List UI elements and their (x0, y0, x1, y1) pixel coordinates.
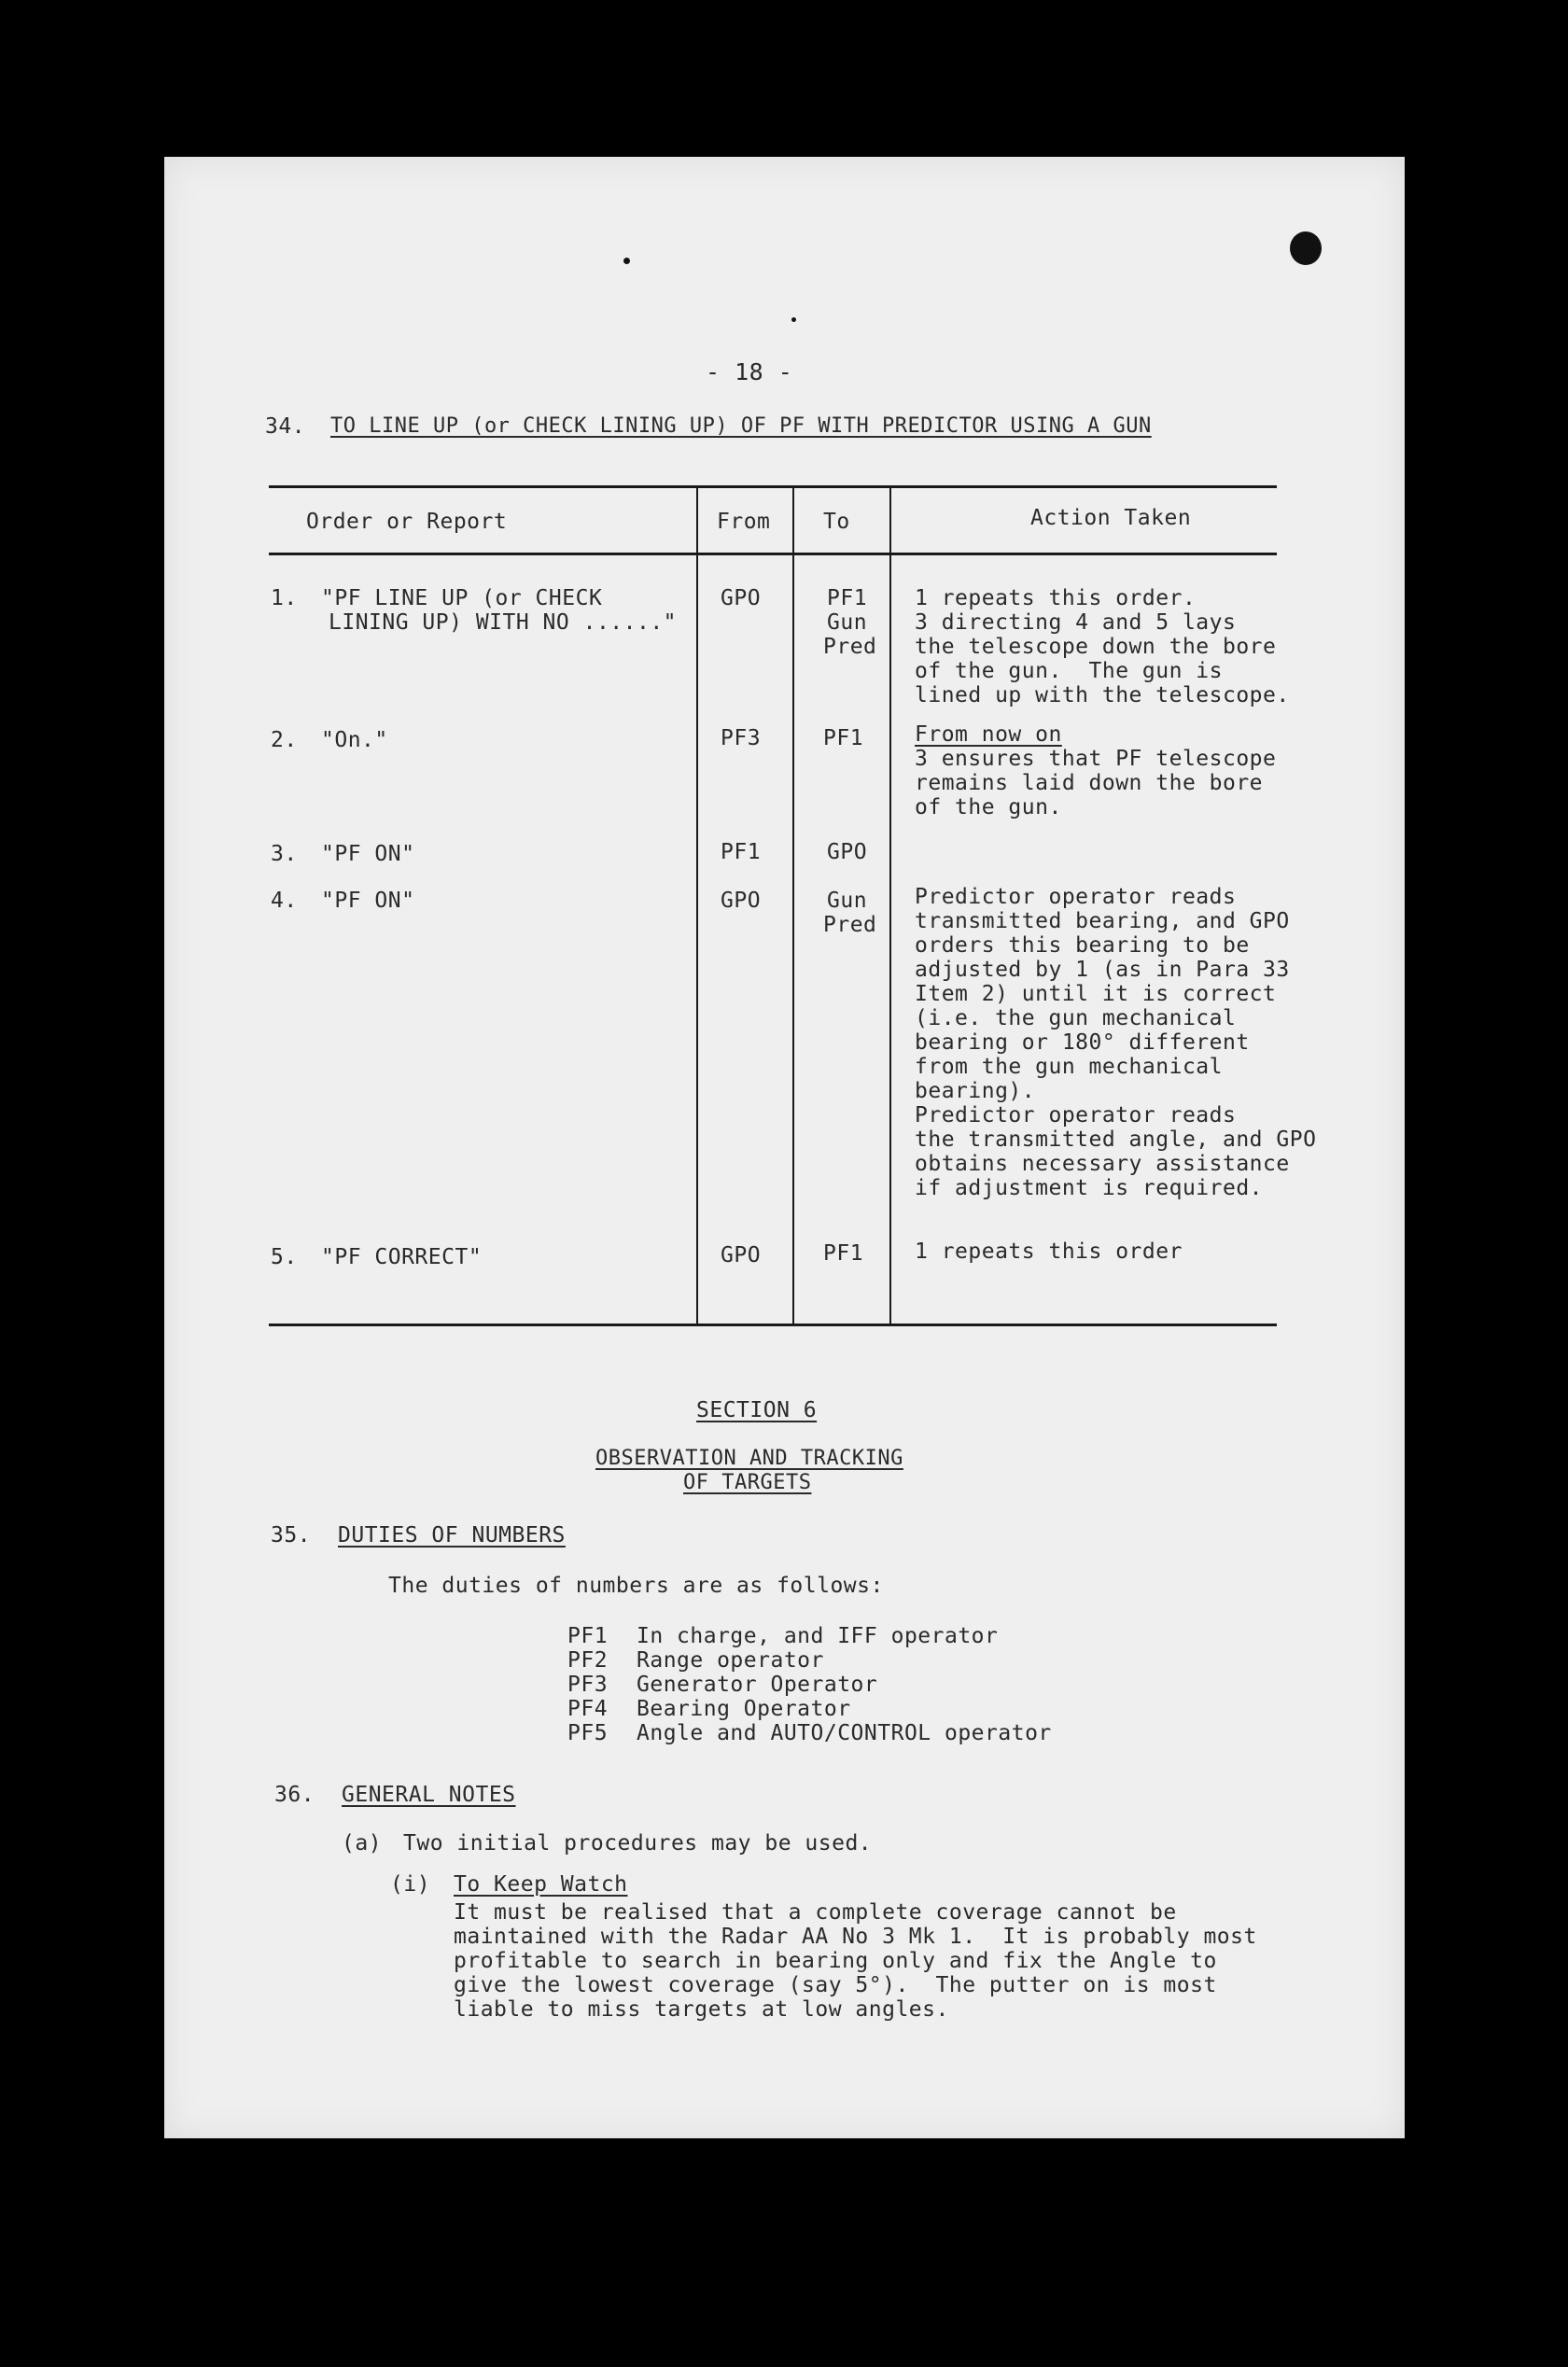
to-text: PF1 (823, 1241, 864, 1266)
page-number: - 18 - (706, 358, 793, 385)
from-text: GPO (721, 889, 762, 913)
action-text: Item 2) until it is correct (915, 982, 1277, 1006)
duty-text: Range operator (637, 1648, 824, 1673)
duty-code: PF2 (567, 1648, 609, 1673)
order-text: "PF ON" (321, 842, 415, 866)
subpara-i-label: (i) (390, 1872, 431, 1897)
para-36-heading: GENERAL NOTES (342, 1783, 516, 1807)
order-text: "PF ON" (321, 889, 415, 913)
column-header-to: To (823, 510, 850, 534)
action-text: transmitted bearing, and GPO (915, 909, 1290, 933)
section-subtitle: OF TARGETS (683, 1471, 812, 1494)
action-text: 3 ensures that PF telescope (915, 747, 1277, 771)
ink-blot (1290, 231, 1322, 265)
section-title: SECTION 6 (696, 1398, 818, 1422)
action-text: 1 repeats this order. (915, 586, 1197, 610)
action-text: from the gun mechanical (915, 1055, 1223, 1079)
action-text: lined up with the telescope. (915, 683, 1290, 707)
subpara-i-body: It must be realised that a complete coverage cannot be (454, 1900, 1177, 1925)
table-col-rule (792, 487, 794, 1325)
from-text: GPO (721, 1243, 762, 1268)
subpara-i-body: profitable to search in bearing only and fix the Angle to (454, 1949, 1217, 1973)
order-text: "On." (321, 728, 388, 752)
duty-code: PF4 (567, 1697, 609, 1721)
action-text: (i.e. the gun mechanical (915, 1006, 1237, 1030)
ink-speck (791, 317, 796, 322)
duty-text: Generator Operator (637, 1673, 878, 1697)
action-text: if adjustment is required. (915, 1176, 1264, 1200)
table-top-rule (269, 485, 1277, 488)
action-text: orders this bearing to be (915, 933, 1250, 958)
para-35-intro: The duties of numbers are as follows: (388, 1574, 884, 1598)
section-subtitle: OBSERVATION AND TRACKING (595, 1447, 903, 1470)
action-text: bearing). (915, 1079, 1036, 1103)
para-34-heading: TO LINE UP (or CHECK LINING UP) OF PF WITH PREDICTOR USING A GUN (330, 414, 1152, 438)
subpara-a-text: Two initial procedures may be used. (403, 1831, 873, 1856)
row-number: 4. (271, 889, 298, 913)
order-text: "PF LINE UP (or CHECK (321, 586, 603, 610)
subpara-i-body: maintained with the Radar AA No 3 Mk 1. It is probably most (454, 1925, 1257, 1949)
subpara-a-label: (a) (342, 1831, 383, 1856)
column-header-order: Order or Report (306, 510, 508, 534)
action-text: 1 repeats this order (915, 1240, 1183, 1264)
duty-code: PF3 (567, 1673, 609, 1697)
table-header-rule (269, 553, 1277, 555)
to-text: Gun (827, 610, 868, 635)
table-col-rule (696, 487, 698, 1325)
order-text: LINING UP) WITH NO ......" (329, 610, 678, 635)
duty-text: Bearing Operator (637, 1697, 851, 1721)
row-number: 3. (271, 842, 298, 866)
action-text: bearing or 180° different (915, 1030, 1250, 1055)
column-header-from: From (717, 510, 771, 534)
duty-code: PF5 (567, 1721, 609, 1745)
from-text: PF1 (721, 840, 762, 864)
action-text-underlined: From now on (915, 722, 1062, 747)
duty-code: PF1 (567, 1624, 609, 1648)
action-text: of the gun. The gun is (915, 659, 1223, 683)
action-text: of the gun. (915, 795, 1062, 819)
to-text: Pred (823, 635, 877, 659)
duty-text: In charge, and IFF operator (637, 1624, 999, 1648)
action-text: Predictor operator reads (915, 1103, 1237, 1127)
to-text: PF1 (827, 586, 868, 610)
to-text: Pred (823, 913, 877, 937)
action-text: obtains necessary assistance (915, 1152, 1290, 1176)
order-text: "PF CORRECT" (321, 1245, 483, 1269)
table-col-rule (889, 487, 891, 1325)
action-text: adjusted by 1 (as in Para 33 (915, 958, 1290, 982)
row-number: 1. (271, 586, 298, 610)
to-text: GPO (827, 840, 868, 864)
action-text: remains laid down the bore (915, 771, 1264, 795)
action-text: the telescope down the bore (915, 635, 1277, 659)
duty-text: Angle and AUTO/CONTROL operator (637, 1721, 1052, 1745)
from-text: PF3 (721, 726, 762, 750)
para-35-heading: DUTIES OF NUMBERS (338, 1523, 566, 1548)
row-number: 2. (271, 728, 298, 752)
document-page (164, 157, 1405, 2138)
para-34-number: 34. (265, 414, 306, 439)
to-text: Gun (827, 889, 868, 913)
column-header-action: Action Taken (1030, 506, 1192, 530)
ink-speck (623, 258, 630, 264)
para-35-number: 35. (271, 1523, 312, 1548)
row-number: 5. (271, 1245, 298, 1269)
action-text: Predictor operator reads (915, 885, 1237, 909)
from-text: GPO (721, 586, 762, 610)
to-text: PF1 (823, 726, 864, 750)
action-text: 3 directing 4 and 5 lays (915, 610, 1237, 635)
action-text: the transmitted angle, and GPO (915, 1127, 1317, 1152)
subpara-i-body: liable to miss targets at low angles. (454, 1997, 949, 2022)
para-36-number: 36. (274, 1783, 315, 1807)
table-bottom-rule (269, 1324, 1277, 1326)
subpara-i-body: give the lowest coverage (say 5°). The putter on is most (454, 1973, 1217, 1997)
subpara-i-heading: To Keep Watch (454, 1872, 628, 1897)
